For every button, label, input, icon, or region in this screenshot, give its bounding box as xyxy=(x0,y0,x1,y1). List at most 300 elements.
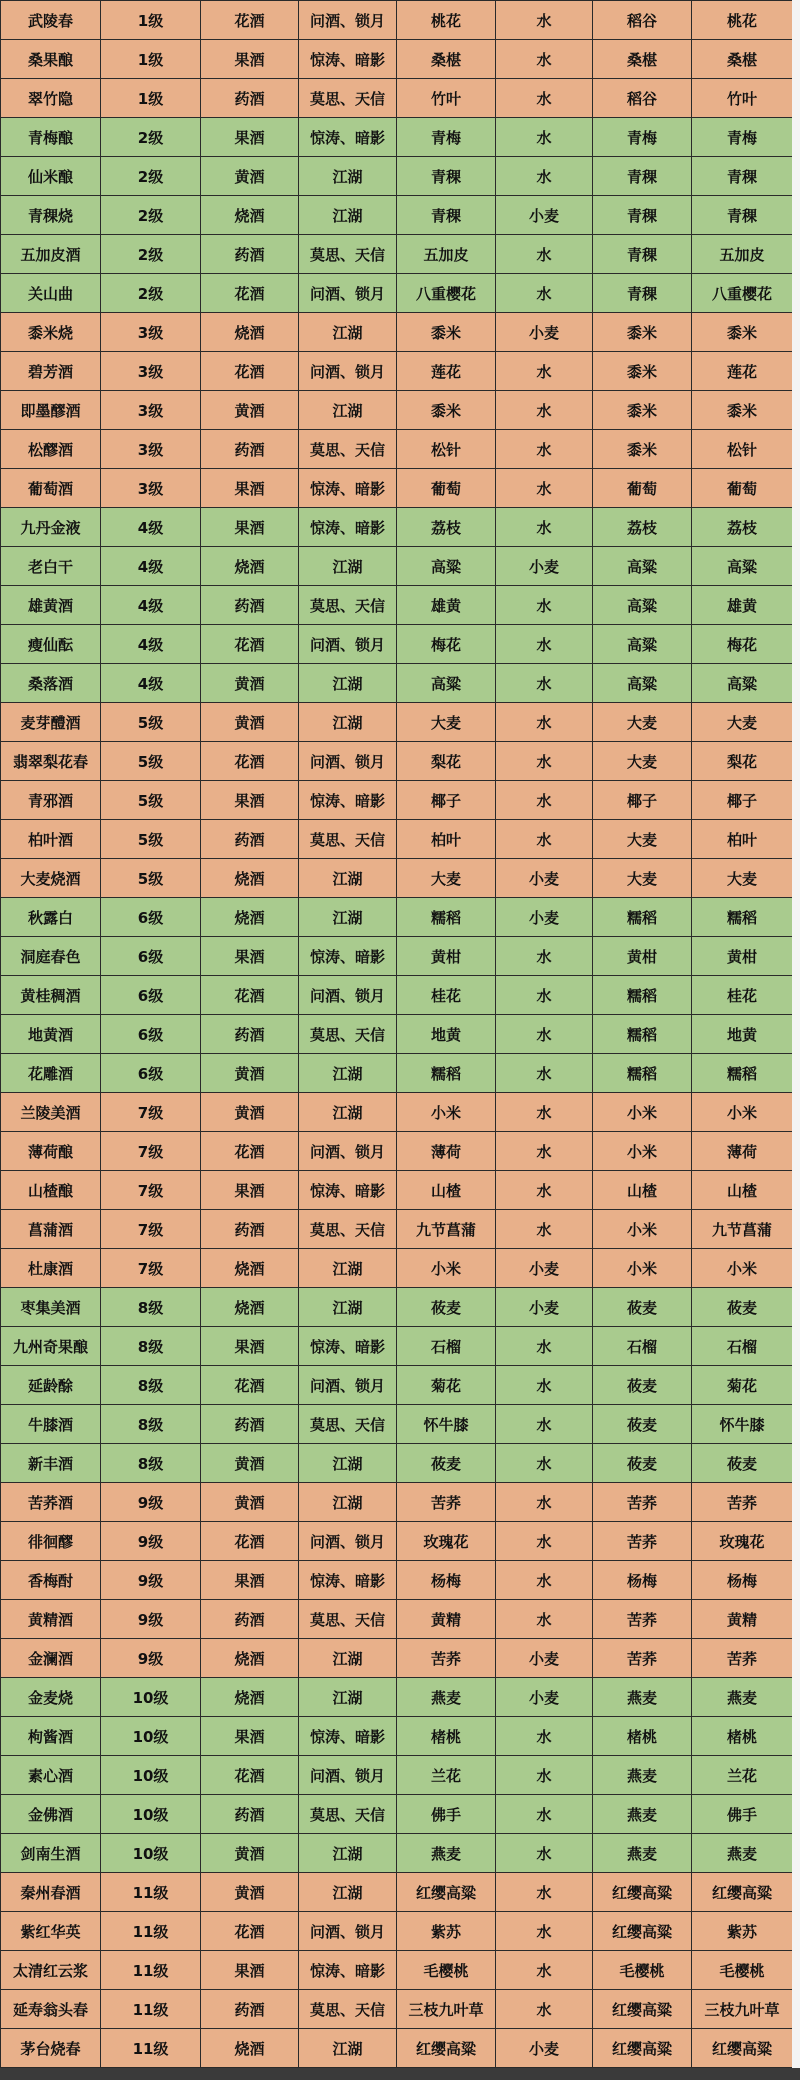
water-cell: 水 xyxy=(496,586,593,625)
water-cell: 水 xyxy=(496,469,593,508)
grain-cell: 燕麦 xyxy=(593,1795,692,1834)
grain-cell: 青稞 xyxy=(593,196,692,235)
water-cell: 小麦 xyxy=(496,313,593,352)
skill-cell: 江湖 xyxy=(299,664,397,703)
table-row xyxy=(1,742,793,781)
ingredient-cell: 杨梅 xyxy=(397,1561,496,1600)
category-cell: 花酒 xyxy=(201,274,299,313)
ingredient-cell: 苦荞 xyxy=(397,1483,496,1522)
table-row xyxy=(1,235,793,274)
main-ingredient-cell: 黍米 xyxy=(692,391,793,430)
water-cell: 水 xyxy=(496,1990,593,2029)
water-cell: 水 xyxy=(496,1,593,40)
water-cell: 水 xyxy=(496,1366,593,1405)
table-row xyxy=(1,1561,793,1600)
main-ingredient-cell: 石榴 xyxy=(692,1327,793,1366)
level-cell: 7级 xyxy=(101,1171,201,1210)
grain-cell: 黍米 xyxy=(593,391,692,430)
water-cell: 水 xyxy=(496,1015,593,1054)
water-cell: 水 xyxy=(496,40,593,79)
water-cell: 水 xyxy=(496,820,593,859)
wine-name-cell: 秋露白 xyxy=(1,898,101,937)
water-cell: 小麦 xyxy=(496,2029,593,2068)
wine-name-cell: 金澜酒 xyxy=(1,1639,101,1678)
category-cell: 药酒 xyxy=(201,820,299,859)
ingredient-cell: 黄精 xyxy=(397,1600,496,1639)
category-cell: 药酒 xyxy=(201,79,299,118)
skill-cell: 莫思、天信 xyxy=(299,430,397,469)
skill-cell: 江湖 xyxy=(299,1678,397,1717)
main-ingredient-cell: 燕麦 xyxy=(692,1834,793,1873)
skill-cell: 惊涛、暗影 xyxy=(299,1327,397,1366)
category-cell: 药酒 xyxy=(201,235,299,274)
skill-cell: 问酒、锁月 xyxy=(299,352,397,391)
wine-name-cell: 洞庭春色 xyxy=(1,937,101,976)
ingredient-cell: 玫瑰花 xyxy=(397,1522,496,1561)
ingredient-cell: 梨花 xyxy=(397,742,496,781)
wine-name-cell: 雄黄酒 xyxy=(1,586,101,625)
grain-cell: 糯稻 xyxy=(593,1015,692,1054)
category-cell: 花酒 xyxy=(201,1912,299,1951)
category-cell: 药酒 xyxy=(201,1015,299,1054)
wine-name-cell: 延寿翁头春 xyxy=(1,1990,101,2029)
water-cell: 水 xyxy=(496,937,593,976)
table-row xyxy=(1,1483,793,1522)
grain-cell: 椰子 xyxy=(593,781,692,820)
main-ingredient-cell: 桑椹 xyxy=(692,40,793,79)
level-cell: 5级 xyxy=(101,703,201,742)
table-row xyxy=(1,2029,793,2068)
water-cell: 水 xyxy=(496,1912,593,1951)
wine-name-cell: 翡翠梨花春 xyxy=(1,742,101,781)
wine-name-cell: 花雕酒 xyxy=(1,1054,101,1093)
ingredient-cell: 薄荷 xyxy=(397,1132,496,1171)
category-cell: 烧酒 xyxy=(201,859,299,898)
main-ingredient-cell: 楮桃 xyxy=(692,1717,793,1756)
ingredient-cell: 紫苏 xyxy=(397,1912,496,1951)
category-cell: 黄酒 xyxy=(201,1093,299,1132)
category-cell: 烧酒 xyxy=(201,1249,299,1288)
bottom-scroll-bar[interactable] xyxy=(0,2068,800,2080)
category-cell: 药酒 xyxy=(201,1990,299,2029)
wine-name-cell: 瘦仙酝 xyxy=(1,625,101,664)
skill-cell: 莫思、天信 xyxy=(299,79,397,118)
skill-cell: 江湖 xyxy=(299,703,397,742)
skill-cell: 江湖 xyxy=(299,391,397,430)
skill-cell: 莫思、天信 xyxy=(299,586,397,625)
main-ingredient-cell: 黄精 xyxy=(692,1600,793,1639)
main-ingredient-cell: 高粱 xyxy=(692,547,793,586)
grain-cell: 黍米 xyxy=(593,313,692,352)
wine-name-cell: 秦州春酒 xyxy=(1,1873,101,1912)
main-ingredient-cell: 葡萄 xyxy=(692,469,793,508)
skill-cell: 江湖 xyxy=(299,1249,397,1288)
main-ingredient-cell: 青梅 xyxy=(692,118,793,157)
wine-name-cell: 苦荞酒 xyxy=(1,1483,101,1522)
skill-cell: 江湖 xyxy=(299,2029,397,2068)
ingredient-cell: 桃花 xyxy=(397,1,496,40)
wine-name-cell: 金麦烧 xyxy=(1,1678,101,1717)
ingredient-cell: 菊花 xyxy=(397,1366,496,1405)
category-cell: 花酒 xyxy=(201,1366,299,1405)
wine-name-cell: 青稞烧 xyxy=(1,196,101,235)
level-cell: 5级 xyxy=(101,820,201,859)
main-ingredient-cell: 大麦 xyxy=(692,859,793,898)
grain-cell: 葡萄 xyxy=(593,469,692,508)
wine-name-cell: 金佛酒 xyxy=(1,1795,101,1834)
main-ingredient-cell: 地黄 xyxy=(692,1015,793,1054)
grain-cell: 毛樱桃 xyxy=(593,1951,692,1990)
table-row xyxy=(1,1405,793,1444)
wine-name-cell: 剑南生酒 xyxy=(1,1834,101,1873)
level-cell: 4级 xyxy=(101,664,201,703)
level-cell: 1级 xyxy=(101,79,201,118)
skill-cell: 惊涛、暗影 xyxy=(299,781,397,820)
main-ingredient-cell: 怀牛膝 xyxy=(692,1405,793,1444)
wine-name-cell: 葡萄酒 xyxy=(1,469,101,508)
wine-name-cell: 仙米酿 xyxy=(1,157,101,196)
main-ingredient-cell: 小米 xyxy=(692,1093,793,1132)
table-row xyxy=(1,1990,793,2029)
skill-cell: 问酒、锁月 xyxy=(299,1912,397,1951)
wine-name-cell: 黄桂稠酒 xyxy=(1,976,101,1015)
skill-cell: 江湖 xyxy=(299,1288,397,1327)
grain-cell: 青梅 xyxy=(593,118,692,157)
wine-name-cell: 武陵春 xyxy=(1,1,101,40)
category-cell: 药酒 xyxy=(201,1210,299,1249)
skill-cell: 惊涛、暗影 xyxy=(299,469,397,508)
ingredient-cell: 三枝九叶草 xyxy=(397,1990,496,2029)
table-row xyxy=(1,1249,793,1288)
table-row xyxy=(1,1171,793,1210)
main-ingredient-cell: 小米 xyxy=(692,1249,793,1288)
water-cell: 水 xyxy=(496,742,593,781)
level-cell: 1级 xyxy=(101,1,201,40)
grain-cell: 大麦 xyxy=(593,859,692,898)
grain-cell: 燕麦 xyxy=(593,1834,692,1873)
grain-cell: 楮桃 xyxy=(593,1717,692,1756)
level-cell: 9级 xyxy=(101,1522,201,1561)
category-cell: 花酒 xyxy=(201,352,299,391)
skill-cell: 问酒、锁月 xyxy=(299,625,397,664)
level-cell: 8级 xyxy=(101,1444,201,1483)
grain-cell: 山楂 xyxy=(593,1171,692,1210)
grain-cell: 杨梅 xyxy=(593,1561,692,1600)
grain-cell: 燕麦 xyxy=(593,1678,692,1717)
wine-name-cell: 素心酒 xyxy=(1,1756,101,1795)
table-row xyxy=(1,1795,793,1834)
ingredient-cell: 红缨高粱 xyxy=(397,2029,496,2068)
table-row xyxy=(1,1054,793,1093)
ingredient-cell: 松针 xyxy=(397,430,496,469)
main-ingredient-cell: 杨梅 xyxy=(692,1561,793,1600)
level-cell: 10级 xyxy=(101,1678,201,1717)
table-row xyxy=(1,79,793,118)
level-cell: 2级 xyxy=(101,157,201,196)
table-row xyxy=(1,118,793,157)
category-cell: 烧酒 xyxy=(201,313,299,352)
wine-name-cell: 翠竹隐 xyxy=(1,79,101,118)
main-ingredient-cell: 桂花 xyxy=(692,976,793,1015)
table-row xyxy=(1,625,793,664)
main-ingredient-cell: 佛手 xyxy=(692,1795,793,1834)
skill-cell: 江湖 xyxy=(299,196,397,235)
water-cell: 水 xyxy=(496,1327,593,1366)
category-cell: 果酒 xyxy=(201,1951,299,1990)
category-cell: 黄酒 xyxy=(201,664,299,703)
grain-cell: 苦荞 xyxy=(593,1639,692,1678)
wine-name-cell: 松醪酒 xyxy=(1,430,101,469)
water-cell: 水 xyxy=(496,976,593,1015)
grain-cell: 黍米 xyxy=(593,430,692,469)
water-cell: 水 xyxy=(496,118,593,157)
table-row xyxy=(1,1522,793,1561)
grain-cell: 青稞 xyxy=(593,274,692,313)
water-cell: 水 xyxy=(496,1210,593,1249)
water-cell: 小麦 xyxy=(496,859,593,898)
level-cell: 8级 xyxy=(101,1327,201,1366)
level-cell: 3级 xyxy=(101,469,201,508)
grain-cell: 稻谷 xyxy=(593,79,692,118)
skill-cell: 莫思、天信 xyxy=(299,1015,397,1054)
grain-cell: 黍米 xyxy=(593,352,692,391)
wine-name-cell: 兰陵美酒 xyxy=(1,1093,101,1132)
ingredient-cell: 怀牛膝 xyxy=(397,1405,496,1444)
water-cell: 小麦 xyxy=(496,1288,593,1327)
level-cell: 3级 xyxy=(101,313,201,352)
grain-cell: 莜麦 xyxy=(593,1405,692,1444)
category-cell: 黄酒 xyxy=(201,391,299,430)
level-cell: 11级 xyxy=(101,2029,201,2068)
wine-name-cell: 新丰酒 xyxy=(1,1444,101,1483)
skill-cell: 莫思、天信 xyxy=(299,820,397,859)
table-row xyxy=(1,664,793,703)
grain-cell: 高粱 xyxy=(593,547,692,586)
table-row xyxy=(1,196,793,235)
ingredient-cell: 葡萄 xyxy=(397,469,496,508)
level-cell: 8级 xyxy=(101,1405,201,1444)
ingredient-cell: 青稞 xyxy=(397,196,496,235)
ingredient-cell: 荔枝 xyxy=(397,508,496,547)
table-row xyxy=(1,313,793,352)
main-ingredient-cell: 大麦 xyxy=(692,703,793,742)
level-cell: 7级 xyxy=(101,1093,201,1132)
wine-name-cell: 枣集美酒 xyxy=(1,1288,101,1327)
skill-cell: 江湖 xyxy=(299,898,397,937)
main-ingredient-cell: 苦荞 xyxy=(692,1639,793,1678)
grain-cell: 糯稻 xyxy=(593,976,692,1015)
grain-cell: 小米 xyxy=(593,1093,692,1132)
water-cell: 小麦 xyxy=(496,1678,593,1717)
level-cell: 2级 xyxy=(101,274,201,313)
category-cell: 黄酒 xyxy=(201,1483,299,1522)
table-row xyxy=(1,1678,793,1717)
table-row xyxy=(1,1600,793,1639)
main-ingredient-cell: 糯稻 xyxy=(692,898,793,937)
table-row xyxy=(1,703,793,742)
main-ingredient-cell: 山楂 xyxy=(692,1171,793,1210)
category-cell: 烧酒 xyxy=(201,196,299,235)
table-row xyxy=(1,1834,793,1873)
table-row xyxy=(1,1015,793,1054)
main-ingredient-cell: 八重樱花 xyxy=(692,274,793,313)
grain-cell: 青稞 xyxy=(593,235,692,274)
wine-name-cell: 桑果酿 xyxy=(1,40,101,79)
main-ingredient-cell: 高粱 xyxy=(692,664,793,703)
category-cell: 烧酒 xyxy=(201,1288,299,1327)
level-cell: 9级 xyxy=(101,1561,201,1600)
category-cell: 药酒 xyxy=(201,1795,299,1834)
main-ingredient-cell: 柏叶 xyxy=(692,820,793,859)
page-edge xyxy=(792,0,800,2080)
wine-name-cell: 大麦烧酒 xyxy=(1,859,101,898)
water-cell: 水 xyxy=(496,1132,593,1171)
level-cell: 4级 xyxy=(101,547,201,586)
grain-cell: 大麦 xyxy=(593,820,692,859)
ingredient-cell: 青梅 xyxy=(397,118,496,157)
table-row xyxy=(1,859,793,898)
level-cell: 6级 xyxy=(101,1015,201,1054)
category-cell: 黄酒 xyxy=(201,157,299,196)
level-cell: 6级 xyxy=(101,937,201,976)
main-ingredient-cell: 红缨高粱 xyxy=(692,2029,793,2068)
main-ingredient-cell: 兰花 xyxy=(692,1756,793,1795)
wine-name-cell: 牛膝酒 xyxy=(1,1405,101,1444)
category-cell: 果酒 xyxy=(201,469,299,508)
ingredient-cell: 莲花 xyxy=(397,352,496,391)
ingredient-cell: 竹叶 xyxy=(397,79,496,118)
grain-cell: 小米 xyxy=(593,1132,692,1171)
main-ingredient-cell: 九节菖蒲 xyxy=(692,1210,793,1249)
level-cell: 10级 xyxy=(101,1834,201,1873)
wine-name-cell: 关山曲 xyxy=(1,274,101,313)
grain-cell: 青稞 xyxy=(593,157,692,196)
skill-cell: 惊涛、暗影 xyxy=(299,937,397,976)
level-cell: 11级 xyxy=(101,1990,201,2029)
skill-cell: 江湖 xyxy=(299,313,397,352)
main-ingredient-cell: 雄黄 xyxy=(692,586,793,625)
level-cell: 11级 xyxy=(101,1873,201,1912)
main-ingredient-cell: 梨花 xyxy=(692,742,793,781)
grain-cell: 黄柑 xyxy=(593,937,692,976)
ingredient-cell: 燕麦 xyxy=(397,1834,496,1873)
wine-name-cell: 柏叶酒 xyxy=(1,820,101,859)
water-cell: 水 xyxy=(496,703,593,742)
skill-cell: 莫思、天信 xyxy=(299,1795,397,1834)
wine-name-cell: 香梅酎 xyxy=(1,1561,101,1600)
water-cell: 水 xyxy=(496,1600,593,1639)
level-cell: 3级 xyxy=(101,430,201,469)
category-cell: 果酒 xyxy=(201,781,299,820)
table-row xyxy=(1,508,793,547)
table-row xyxy=(1,157,793,196)
grain-cell: 苦荞 xyxy=(593,1522,692,1561)
level-cell: 6级 xyxy=(101,976,201,1015)
water-cell: 小麦 xyxy=(496,547,593,586)
grain-cell: 糯稻 xyxy=(593,1054,692,1093)
water-cell: 水 xyxy=(496,1171,593,1210)
table-row xyxy=(1,1873,793,1912)
category-cell: 花酒 xyxy=(201,976,299,1015)
water-cell: 水 xyxy=(496,625,593,664)
category-cell: 果酒 xyxy=(201,1171,299,1210)
wine-name-cell: 枸酱酒 xyxy=(1,1717,101,1756)
category-cell: 药酒 xyxy=(201,430,299,469)
table-row xyxy=(1,547,793,586)
wine-name-cell: 黍米烧 xyxy=(1,313,101,352)
grain-cell: 红缨高粱 xyxy=(593,1990,692,2029)
ingredient-cell: 莜麦 xyxy=(397,1444,496,1483)
main-ingredient-cell: 燕麦 xyxy=(692,1678,793,1717)
ingredient-cell: 黍米 xyxy=(397,391,496,430)
ingredient-cell: 桂花 xyxy=(397,976,496,1015)
ingredient-cell: 糯稻 xyxy=(397,1054,496,1093)
ingredient-cell: 大麦 xyxy=(397,859,496,898)
ingredient-cell: 楮桃 xyxy=(397,1717,496,1756)
wine-name-cell: 延龄酴 xyxy=(1,1366,101,1405)
ingredient-cell: 高粱 xyxy=(397,664,496,703)
skill-cell: 问酒、锁月 xyxy=(299,742,397,781)
table-row xyxy=(1,1639,793,1678)
water-cell: 水 xyxy=(496,1054,593,1093)
ingredient-cell: 佛手 xyxy=(397,1795,496,1834)
table-row xyxy=(1,898,793,937)
water-cell: 水 xyxy=(496,1873,593,1912)
skill-cell: 惊涛、暗影 xyxy=(299,118,397,157)
main-ingredient-cell: 莲花 xyxy=(692,352,793,391)
table-row xyxy=(1,820,793,859)
grain-cell: 高粱 xyxy=(593,664,692,703)
skill-cell: 惊涛、暗影 xyxy=(299,1951,397,1990)
water-cell: 水 xyxy=(496,1405,593,1444)
level-cell: 8级 xyxy=(101,1288,201,1327)
grain-cell: 苦荞 xyxy=(593,1600,692,1639)
level-cell: 10级 xyxy=(101,1795,201,1834)
grain-cell: 糯稻 xyxy=(593,898,692,937)
level-cell: 7级 xyxy=(101,1210,201,1249)
grain-cell: 苦荞 xyxy=(593,1483,692,1522)
main-ingredient-cell: 青稞 xyxy=(692,157,793,196)
wine-name-cell: 黄精酒 xyxy=(1,1600,101,1639)
grain-cell: 燕麦 xyxy=(593,1756,692,1795)
table-row xyxy=(1,274,793,313)
table-row xyxy=(1,937,793,976)
category-cell: 烧酒 xyxy=(201,1639,299,1678)
main-ingredient-cell: 红缨高粱 xyxy=(692,1873,793,1912)
main-ingredient-cell: 菊花 xyxy=(692,1366,793,1405)
category-cell: 药酒 xyxy=(201,586,299,625)
main-ingredient-cell: 三枝九叶草 xyxy=(692,1990,793,2029)
table-row xyxy=(1,1912,793,1951)
category-cell: 果酒 xyxy=(201,1327,299,1366)
category-cell: 药酒 xyxy=(201,1405,299,1444)
level-cell: 11级 xyxy=(101,1912,201,1951)
table-row xyxy=(1,1444,793,1483)
wine-name-cell: 青梅酿 xyxy=(1,118,101,157)
wine-name-cell: 徘徊醪 xyxy=(1,1522,101,1561)
table-row xyxy=(1,1756,793,1795)
table-row xyxy=(1,1132,793,1171)
skill-cell: 江湖 xyxy=(299,1483,397,1522)
skill-cell: 莫思、天信 xyxy=(299,235,397,274)
category-cell: 黄酒 xyxy=(201,1873,299,1912)
skill-cell: 江湖 xyxy=(299,547,397,586)
ingredient-cell: 苦荞 xyxy=(397,1639,496,1678)
wine-name-cell: 九州奇果酿 xyxy=(1,1327,101,1366)
water-cell: 水 xyxy=(496,1561,593,1600)
water-cell: 水 xyxy=(496,1834,593,1873)
level-cell: 7级 xyxy=(101,1132,201,1171)
